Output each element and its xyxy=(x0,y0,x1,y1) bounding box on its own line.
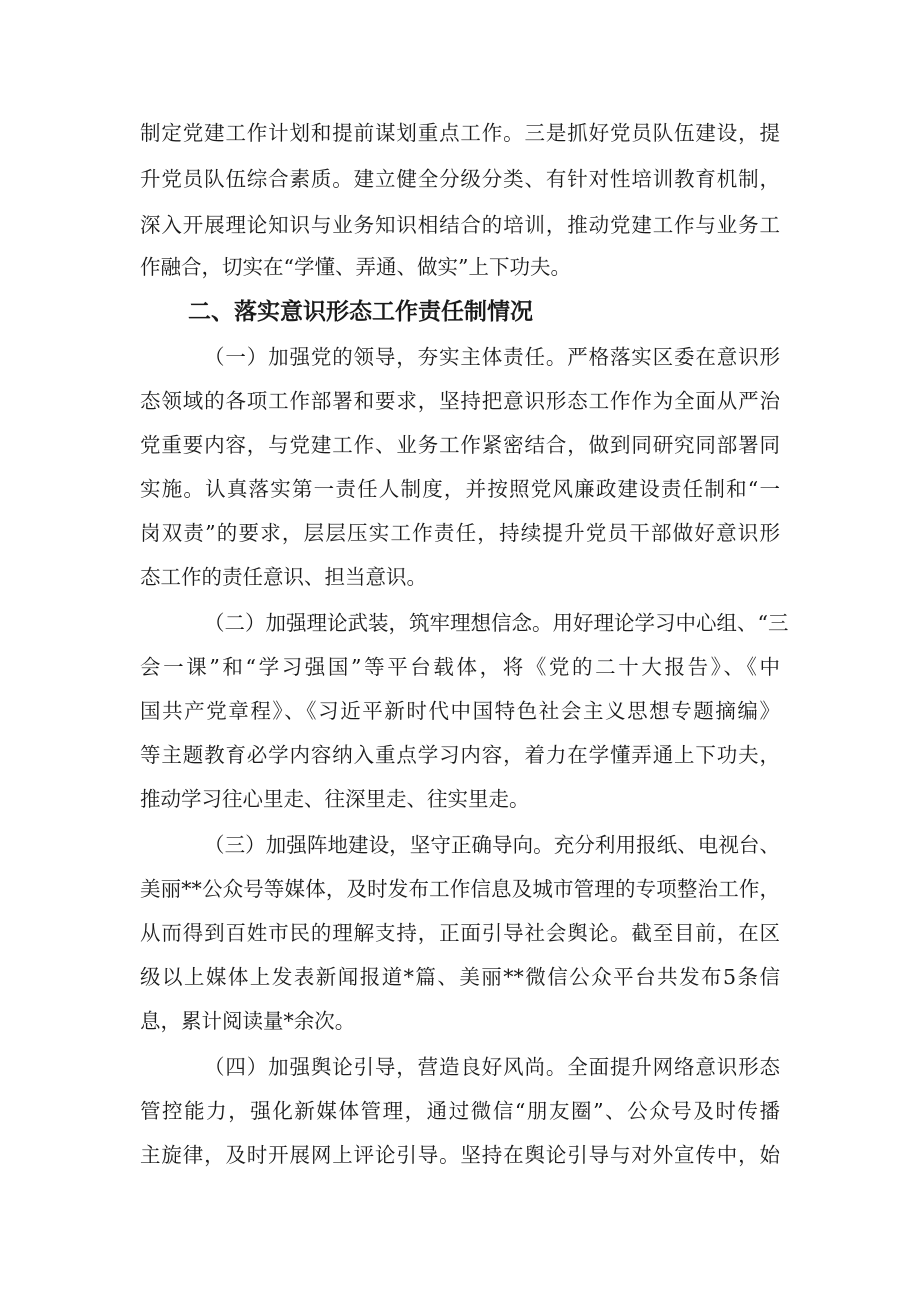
paragraph-2-line: 推动学习往心里走、往深里走、往实里走。 xyxy=(140,787,530,811)
paragraph-1-line: 实施。认真落实第一责任人制度，并按照党风廉政建设责任制和“一 xyxy=(140,477,780,501)
paragraph-4-line: 管控能力，强化新媒体管理，通过微信“朋友圈”、公众号及时传播 xyxy=(140,1099,780,1123)
paragraph-1-line: （一）加强党的领导，夯实主体责任。严格落实区委在意识形 xyxy=(204,345,780,369)
paragraph-2-line: （二）加强理论武装，筑牢理想信念。用好理论学习中心组、“三 xyxy=(204,611,789,635)
paragraph-1-line: 态领域的各项工作部署和要求，坚持把意识形态工作作为全面从严治 xyxy=(140,389,780,413)
paragraph-4-line: 主旋律，及时开展网上评论引导。坚持在舆论引导与对外宣传中，始 xyxy=(140,1143,780,1167)
paragraph-2-line: 会一课”和“学习强国”等平台载体，将《党的二十大报告》、《中 xyxy=(140,655,780,679)
paragraph-3-line: 级以上媒体上发表新闻报道*篇、美丽**微信公众平台共发布5条信 xyxy=(140,965,780,989)
paragraph-2-line: 等主题教育必学内容纳入重点学习内容，着力在学懂弄通上下功夫， xyxy=(140,743,780,767)
intro-line: 深入开展理论知识与业务知识相结合的培训，推动党建工作与业务工 xyxy=(140,213,780,237)
section-heading: 二、落实意识形态工作责任制情况 xyxy=(188,299,533,325)
intro-line: 制定党建工作计划和提前谋划重点工作。三是抓好党员队伍建设，提 xyxy=(140,121,780,145)
paragraph-4-line: （四）加强舆论引导，营造良好风尚。全面提升网络意识形态 xyxy=(204,1055,780,1079)
paragraph-1-line: 态工作的责任意识、担当意识。 xyxy=(140,565,427,589)
paragraph-3-line: 美丽**公众号等媒体，及时发布工作信息及城市管理的专项整治工作， xyxy=(140,877,780,901)
intro-line: 作融合，切实在“学懂、弄通、做实”上下功夫。 xyxy=(140,255,571,279)
paragraph-3-line: 从而得到百姓市民的理解支持，正面引导社会舆论。截至目前，在区 xyxy=(140,921,780,945)
intro-line: 升党员队伍综合素质。建立健全分级分类、有针对性培训教育机制， xyxy=(140,167,780,191)
paragraph-2-line: 国共产党章程》、《习近平新时代中国特色社会主义思想专题摘编》 xyxy=(140,699,780,723)
paragraph-1-line: 岗双责”的要求，层层压实工作责任，持续提升党员干部做好意识形 xyxy=(140,521,780,545)
paragraph-1-line: 党重要内容，与党建工作、业务工作紧密结合，做到同研究同部署同 xyxy=(140,433,780,457)
paragraph-3-line: 息，累计阅读量*余次。 xyxy=(140,1009,356,1033)
paragraph-3-line: （三）加强阵地建设，坚守正确导向。充分利用报纸、电视台、 xyxy=(204,833,780,857)
